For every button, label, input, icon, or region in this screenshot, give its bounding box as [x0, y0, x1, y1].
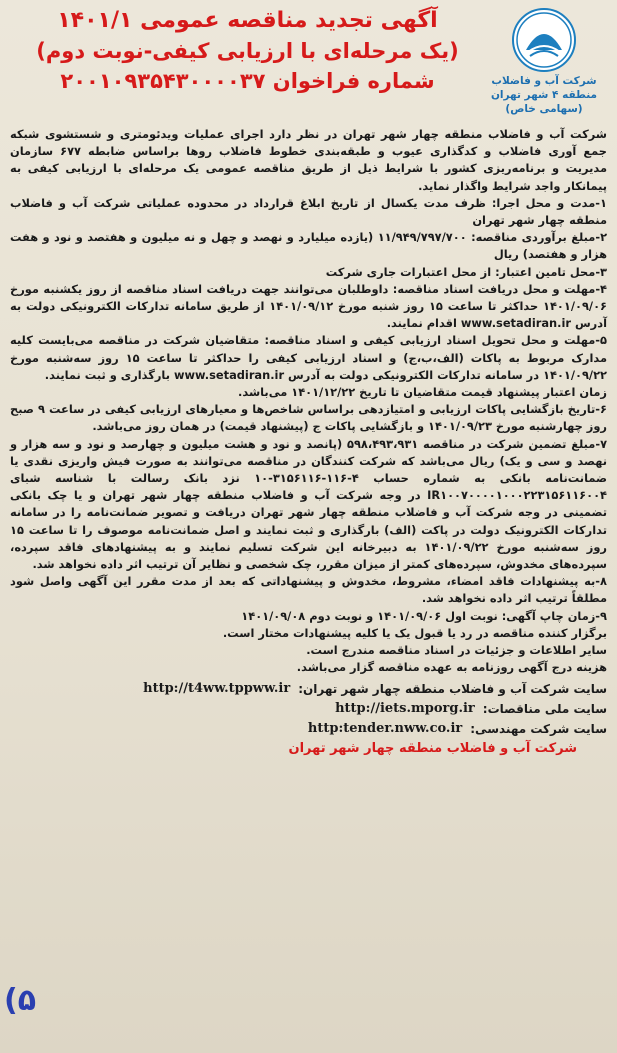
site-url-link[interactable]: http://t4ww.tppww.ir: [143, 680, 291, 696]
item-9: ۹-زمان چاپ آگهی: نوبت اول ۱۴۰۱/۰۹/۰۶ و نوبت دوم ۱۴۰۱/۰۹/۰۸: [241, 608, 607, 623]
item-2: ۲-مبلغ برآوردی مناقصه: ۱۱/۹۴۹/۷۹۷/۷۰۰ (یازده میلیارد و نهصد و چهل و نه میلیون و هفتصد و نود و هفت هزار و هفتصد) ریال: [10, 230, 608, 262]
logo-line-3: (سهامی خاص): [505, 103, 583, 115]
item-1: ۱-مدت و محل اجرا: ظرف مدت یکسال از تاریخ ابلاغ قرارداد در محدوده عملیاتی شرکت آب و فاضلاب منطقه چهار شهر تهران: [10, 195, 607, 228]
site-label: سایت شرکت مهندسی:: [470, 721, 607, 736]
item-5: ۵-مهلت و محل تحویل اسناد ارزیابی کیفی و اسناد مناقصه: متقاضیان شرکت در مناقصه می‌بایست کلیه مدارک مربوط به پاکات (الف،ب،ج) و اسناد ارزیابی کیفی را حداکثر تا ساعت ۱۵ روز سه‌شنبه مورخ ۱۴۰۱/۰۹/۲۲ در سامانه تدارکات الکترونیکی دولت به آدرس www.setadiran.ir بارگذاری و ثبت نمایند.: [10, 333, 608, 382]
site-url-link[interactable]: http://iets.mporg.ir: [335, 700, 475, 716]
item-4: ۴-مهلت و محل دریافت اسناد مناقصه: داوطلبان می‌توانند جهت دریافت اسناد مناقصه از روز یکشنبه مورخ ۱۴۰۱/۰۹/۰۶ حداکثر تا ساعت ۱۵ روز شنبه مورخ ۱۴۰۱/۰۹/۱۲ از طریق سامانه تدارکات الکترونیکی دولت به آدرس www.setadiran.ir اقدام نمایند.: [10, 281, 607, 331]
site-label: سایت شرکت آب و فاضلاب منطقه چهار شهر تهران:: [298, 681, 607, 696]
site-row: [10, 699, 607, 719]
site-row: [10, 679, 607, 699]
intro-paragraph: شرکت آب و فاضلاب منطقه چهار شهر تهران در نظر دارد اجرای عملیات ویدئومتری و شستشوی شبکه جمع آوری فاضلاب و کدگذاری عیوب و طبقه‌بندی خطوط فاضلاب روها براساس ضابطه ۶۷۷ سازمان مدیریت و برنامه‌ریزی کشور با شرایط ذیل از طریق مناقصه عمومی یک مرحله‌ای با ارزیابی کیفی به پیمانکار واجد شرایط واگذار نماید.: [10, 127, 607, 193]
company-logo: [485, 8, 603, 116]
ad-body: [10, 126, 607, 677]
title-line-2: (یک مرحله‌ای با ارزیابی کیفی-نوبت دوم): [36, 39, 459, 63]
site-label: سایت ملی مناقصات:: [482, 701, 607, 716]
ad-header: [10, 6, 607, 126]
note-details: سایر اطلاعات و جزئیات در اسناد مناقصه مندرج است.: [306, 643, 607, 658]
note-cost: هزینه درج آگهی روزنامه به عهده مناقصه گزار می‌باشد.: [296, 660, 607, 675]
site-url-link[interactable]: http:tender.nww.co.ir: [307, 720, 463, 736]
item-7: ۷-مبلغ تضمین شرکت در مناقصه ۵۹۸،۴۹۳،۹۳۱ (پانصد و نود و هشت میلیون و چهارصد و نود و سه هزار و نهصد و سی و یک) ریال می‌باشد که شرکت کنندگان در مناقصه می‌توانند به صورت فیش واریزی نقدی یا ضمانت‌نامه بانکی به شماره حساب ۴-۱۱۶-۳۱۵۶۱۱۶-۱۰ نزد بانک رسالت با شناسه شبای IR۱۰۰۷۰۰۰۰۱۰۰۰۲۲۳۱۵۶۱۱۶۰۰۴ در وجه شرکت آب و فاضلاب منطقه چهار شهر تهران و یا چک بانکی تضمینی در وجه شرکت آب و فاضلاب منطقه چهار شهر تهران دریافت و تصویر ضمانت‌نامه را در سامانه تدارکات الکترونیک دولت در پاکت (الف) بارگذاری و ثبت نمایند و اصل ضمانت‌نامه موصوف را تا ساعت ۱۵ روز سه‌شنبه مورخ ۱۴۰۱/۰۹/۲۲ به دبیرخانه این شرکت تسلیم نمایند و به پیشنهادهای فاقد سپرده، سپرده‌های مخدوش، سپرده‌های کمتر از میزان مقرر، چک شخصی و نظایر آن ترتیب اثر داده نخواهد شد.: [10, 436, 608, 572]
logo-line-2: منطقه ۴ شهر تهران: [490, 89, 598, 101]
item-3: ۳-محل تامین اعتبار: از محل اعتبارات جاری شرکت: [325, 264, 607, 279]
water-drop-icon: [512, 8, 576, 72]
title-line-3: شماره فراخوان ۲۰۰۱۰۹۳۵۴۳۰۰۰۰۳۷: [60, 69, 435, 93]
validity-note: زمان اعتبار پیشنهاد قیمت متقاضیان تا تاریخ ۱۴۰۱/۱۲/۲۲ می‌باشد.: [238, 385, 607, 400]
site-row: [10, 719, 607, 739]
ad-titles: [16, 6, 479, 96]
logo-line-1: شرکت آب و فاضلاب: [491, 75, 597, 87]
ad-footer: شرکت آب و فاضلاب منطقه چهار شهر تهران: [288, 740, 577, 756]
item-6: ۶-تاریخ بازگشایی پاکات ارزیابی و امتیازدهی براساس شاخص‌ها و معیارهای ارزیابی کیفی در ساعت ۹ صبح روز چهارشنبه مورخ ۱۴۰۱/۰۹/۲۳ و بازگشایی پاکات ج (پیشنهاد قیمت) در همان روز می‌باشد.: [10, 402, 607, 434]
title-line-1: آگهی تجدید مناقصه عمومی ۱۴۰۱/۱: [57, 8, 438, 33]
item-8: ۸-به پیشنهادات فاقد امضاء، مشروط، مخدوش و پیشنهاداتی که بعد از مدت مقرر این آگهی واصل شود مطلقاً ترتیب اثر داده نخواهد شد.: [10, 574, 607, 606]
websites: [10, 679, 607, 739]
handwritten-mark: (۵: [4, 983, 37, 1018]
note-rejection: برگزار کننده مناقصه در رد یا قبول یک یا کلیه پیشنهادات مختار است.: [222, 625, 607, 640]
